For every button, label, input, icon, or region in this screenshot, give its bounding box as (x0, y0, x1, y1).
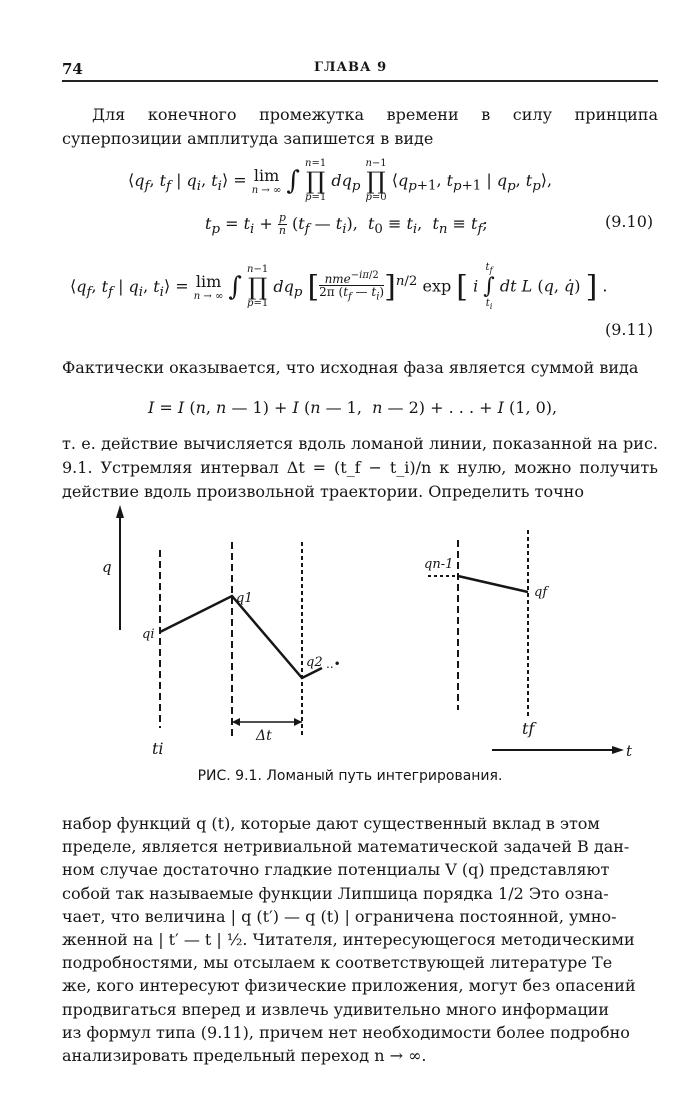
final-segment (458, 576, 528, 592)
t-axis-arrow-icon (612, 746, 624, 754)
body-line: ном случае достаточно гладкие потенциалы V (q) представляют (62, 860, 610, 880)
t-axis-label: t (626, 742, 633, 760)
label-tf: tf (522, 719, 535, 738)
body-line: чает, что величина | q (t′) — q (t) | ограничена постоянной, умно- (62, 906, 617, 926)
page-number: 74 (62, 60, 83, 78)
body-line: из формул типа (9.11), причем нет необходимости более подробно (62, 1022, 630, 1042)
action-paragraph: т. е. действие вычисляется вдоль ломаной линии, показанной на рис. 9.1. Устремляя интервал Δt = (t_f − t_i)/n к нулю, можно получить действие вдоль произвольной траектории. Определить точно (62, 434, 658, 501)
delta-t-right-arrow-icon (294, 718, 302, 726)
body-line: подробностями, мы отсылаем к соответствующей литературе Те (62, 953, 613, 973)
body-line: женной на | t′ — t | ½. Читателя, интересующегося методическими (62, 930, 635, 950)
figure-broken-path (90, 500, 650, 765)
phase-paragraph: Фактически оказывается, что исходная фаза является суммой вида (62, 358, 639, 377)
body-line: набор функций q (t), которые дают существенный вклад в этом (62, 814, 600, 833)
body-line: анализировать предельный переход n → ∞. (62, 1046, 427, 1066)
body-line: собой так называемые функции Липшица порядка 1/2 Это озна- (62, 883, 609, 903)
q-axis-label: q (102, 558, 112, 576)
intro-paragraph: Для конечного промежутка времени в силу принципа суперпозиции амплитуда запишется в виде (62, 105, 658, 148)
body-line: продвигаться вперед и извлечь удивительно много информации (62, 999, 609, 1019)
body-paragraph (62, 812, 662, 1067)
equation-9-10-line-1: $⟨q_f$, $t_f$ | $q_i$, $t_i⟩$ = lim n → ∞ ∫ n=1 ∏ p=1 $dq_p$ n−1 ∏ p=0 $⟨q_{p+1}$, $t_{p+1}$ | $q_p$, $t_p⟩$, (128, 158, 553, 203)
q-axis-arrow-icon (116, 505, 124, 518)
label-q1: q1 (236, 591, 253, 606)
equation-9-10-line-2: $t_p = t_i$ + $\frac{p}{n}$ ($t_f$ — $t_i$), $t_0 \equiv t_i$, $t_n \equiv t_f$; (205, 211, 488, 238)
figure-caption: РИС. 9.1. Ломаный путь интегрирования. (197, 768, 503, 784)
label-delta-t: Δt (256, 728, 272, 744)
running-header: ГЛАВА 9 (314, 60, 388, 75)
label-qi: qi (142, 627, 155, 642)
broken-path (160, 596, 322, 678)
body-line: пределе, является нетривиальной математической задачей В дан- (62, 837, 630, 857)
label-qn1: qn-1 (424, 557, 454, 572)
continuation-dots: ..• (326, 657, 341, 671)
equation-phase-sum: I = I (n, n — 1) + I (n — 1, n — 2) + . . . + I (1, 0), (148, 398, 558, 417)
label-ti: ti (152, 739, 164, 758)
equation-9-11: $⟨q_f$, $t_f$ | $q_i$, $t_i⟩$ = lim n → ∞ ∫ n−1 ∏ p=1 $dq_p$ [ $\frac{nme^{-i\pi/2}}{2\pi (t_f — t_i)}$ ]$^{n/2}$ exp [ i $t_f$ ∫ $t_i$ dt L (q, q̇) ] . (70, 262, 608, 311)
equation-9-10-label: (9.10) (605, 212, 654, 231)
label-q2: q2 (306, 655, 323, 670)
body-line: же, кого интересуют физические приложения, могут без опасений (62, 976, 636, 996)
delta-t-left-arrow-icon (232, 718, 240, 726)
label-qf: qf (534, 585, 548, 600)
equation-9-11-label: (9.11) (605, 320, 654, 339)
header-rule (62, 80, 658, 82)
